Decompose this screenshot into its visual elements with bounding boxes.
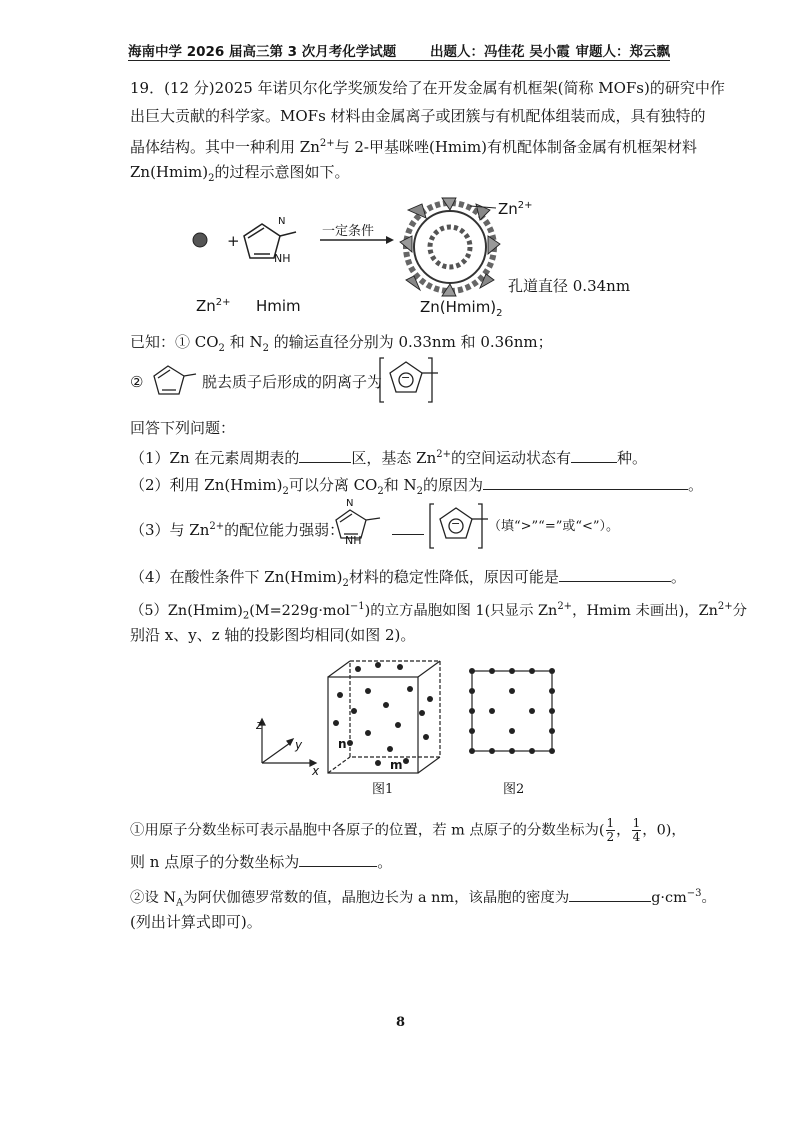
subscript: 2 xyxy=(218,343,225,354)
denominator: 4 xyxy=(632,830,641,844)
superscript: 2+ xyxy=(209,521,225,532)
fraction-quarter xyxy=(632,817,642,844)
projection-square xyxy=(472,671,552,751)
text: ， xyxy=(616,822,631,839)
text: 的过程示意图如下。 xyxy=(214,163,350,181)
hmim-small-ring-icon xyxy=(150,360,200,402)
text: 和 N xyxy=(383,476,417,494)
question-5 xyxy=(130,597,747,627)
text: 的原因为 xyxy=(423,476,484,494)
question-3-post: （填“>”“=”或“<”）。 xyxy=(488,519,620,534)
known-2-number: ② xyxy=(130,373,144,391)
header-divider xyxy=(128,60,670,61)
answer-blank-2[interactable] xyxy=(483,475,688,490)
exam-title: 海南中学 2026 届高三第 3 次月考化学试题 xyxy=(128,44,397,60)
point-m-label: m xyxy=(390,758,403,772)
text: 的输运直径分别为 0.33nm 和 0.36nm； xyxy=(268,333,553,351)
answer-blank-1b[interactable] xyxy=(571,448,617,463)
text: （5）Zn(Hmim) xyxy=(130,602,243,619)
question-1 xyxy=(130,445,647,468)
reaction-condition: 一定条件 xyxy=(322,224,375,239)
superscript: 2+ xyxy=(436,449,452,460)
axis-y-label: y xyxy=(295,738,303,752)
text: 。 xyxy=(701,889,716,906)
question-line-4 xyxy=(130,162,350,189)
text: (M=229g·mol xyxy=(249,602,350,619)
text: 。 xyxy=(688,476,704,494)
text: ，Hmim 未画出)，Zn xyxy=(572,602,718,619)
superscript: −3 xyxy=(686,888,702,899)
text: 可以分离 CO xyxy=(288,476,378,494)
superscript: 2+ xyxy=(557,601,573,612)
text: 则 n 点原子的分数坐标为 xyxy=(130,853,300,871)
text: g·cm xyxy=(651,889,687,906)
text: Zn(Hmim) xyxy=(420,298,497,316)
answer-blank-1a[interactable] xyxy=(299,448,351,463)
known-2-text: 脱去质子后形成的阴离子为 xyxy=(202,373,383,391)
sub-question-1 xyxy=(130,817,686,844)
answer-blank-4[interactable] xyxy=(559,567,671,582)
answer-blank-5a[interactable] xyxy=(299,852,377,867)
fraction-half xyxy=(606,817,616,844)
subscript: 2 xyxy=(342,578,349,589)
question-4 xyxy=(130,567,686,594)
subscript: 2 xyxy=(282,486,289,497)
ring-nh-label: NH xyxy=(274,252,291,265)
subscript: 2 xyxy=(416,486,424,497)
anion-minus-sign: − xyxy=(401,371,411,384)
question-2 xyxy=(130,475,703,502)
q3-anion-minus: − xyxy=(451,517,461,530)
question-line-3 xyxy=(130,134,697,157)
numerator: 1 xyxy=(632,816,641,830)
question-5-line-2: 别沿 x、y、z 轴的投影图均相同(如图 2)。 xyxy=(130,626,416,644)
product-label xyxy=(420,298,503,319)
text: 区，基态 Zn xyxy=(351,449,437,467)
subscript: A xyxy=(175,897,184,909)
framework-zn-label xyxy=(498,200,533,218)
sub-question-2 xyxy=(130,884,716,914)
zn-atoms-projection xyxy=(469,668,555,754)
text: （1）Zn 在元素周期表的 xyxy=(130,449,300,467)
zn-ion-sphere xyxy=(193,233,207,247)
figure-2-caption: 图2 xyxy=(503,782,525,797)
superscript: 2+ xyxy=(215,297,231,308)
text: 分 xyxy=(732,602,748,619)
text: 晶体结构。其中一种利用 Zn xyxy=(130,138,320,156)
text: 的空间运动状态有 xyxy=(451,449,572,467)
reviewer: 审题人：郑云飘 xyxy=(575,44,670,60)
superscript: 2+ xyxy=(717,601,733,612)
authors: 出题人：冯佳花 吴小霞 xyxy=(430,44,570,60)
question-line-1: 19．(12 分)2025 年诺贝尔化学奖颁发给了在开发金属有机框架(简称 MOFs)的研究中作 xyxy=(130,79,725,97)
superscript: 2+ xyxy=(319,138,335,149)
pore-diameter-label: 孔道直径 0.34nm xyxy=(508,277,631,295)
answer-blank-3[interactable] xyxy=(392,520,424,535)
text: （3）与 Zn xyxy=(130,521,210,539)
hmim-label: Hmim xyxy=(256,297,301,315)
ring-n-label: N xyxy=(278,216,286,227)
figure-1-caption: 图1 xyxy=(372,782,394,797)
subscript: 2 xyxy=(242,610,250,622)
text: ，0)， xyxy=(642,822,686,839)
question-3-pre xyxy=(130,517,344,540)
zn-ion-label xyxy=(196,297,231,315)
axes-icon xyxy=(259,719,316,766)
text: 。 xyxy=(670,568,686,586)
text: 材料的稳定性降低，原因可能是 xyxy=(348,568,559,586)
subscript: 2 xyxy=(208,173,215,184)
mof-framework-image xyxy=(400,198,500,296)
text: Zn xyxy=(196,297,216,315)
answer-blank-5b[interactable] xyxy=(569,887,651,902)
text: （4）在酸性条件下 Zn(Hmim) xyxy=(130,568,343,586)
q3-ring-n-label: N xyxy=(346,498,354,509)
plus-sign: + xyxy=(227,232,240,250)
axis-x-label: x xyxy=(312,764,320,778)
text: （2）利用 Zn(Hmim) xyxy=(130,476,283,494)
text: 为阿伏伽德罗常数的值，晶胞边长为 a nm，该晶胞的密度为 xyxy=(183,889,570,906)
numerator: 1 xyxy=(606,816,615,830)
q3-ring-nh-label: NH xyxy=(345,534,362,547)
text: 与 2-甲基咪唑(Hmim)有机配体制备金属有机框架材料 xyxy=(334,138,698,156)
text: Zn xyxy=(498,200,518,218)
sub-question-2-line-2: (列出计算式即可)。 xyxy=(130,913,262,931)
text: 和 N xyxy=(224,333,263,351)
question-line-2: 出巨大贡献的科学家。MOFs 材料由金属离子或团簇与有机配体组装而成，具有独特的 xyxy=(130,107,706,125)
sub-question-1-line-2 xyxy=(130,852,392,872)
text: )的立方晶胞如图 1(只显示 Zn xyxy=(364,602,558,619)
text: Zn(Hmim) xyxy=(130,163,209,181)
unit-cell-cube xyxy=(328,661,440,773)
superscript: 2+ xyxy=(517,200,533,211)
subscript: 2 xyxy=(377,486,384,497)
text: ①用原子分数坐标可表示晶胞中各原子的位置，若 m 点原子的分数坐标为( xyxy=(130,822,605,839)
crystal-figures xyxy=(250,655,570,785)
reaction-scheme xyxy=(180,192,640,317)
arrow-head xyxy=(386,236,394,244)
point-n-label: n xyxy=(338,737,347,751)
subscript: 2 xyxy=(496,308,503,319)
known-1 xyxy=(130,332,553,359)
text: 已知：① CO xyxy=(130,333,219,351)
text: ②设 N xyxy=(130,889,176,906)
denominator: 2 xyxy=(606,830,615,844)
text: 的配位能力强弱： xyxy=(224,521,345,539)
superscript: −1 xyxy=(349,601,365,612)
subscript: 2 xyxy=(262,343,269,354)
text: 。 xyxy=(377,853,393,871)
answer-intro: 回答下列问题： xyxy=(130,419,236,437)
text: 种。 xyxy=(617,449,648,467)
axis-z-label: z xyxy=(256,718,263,732)
page-number: 8 xyxy=(396,1015,406,1030)
